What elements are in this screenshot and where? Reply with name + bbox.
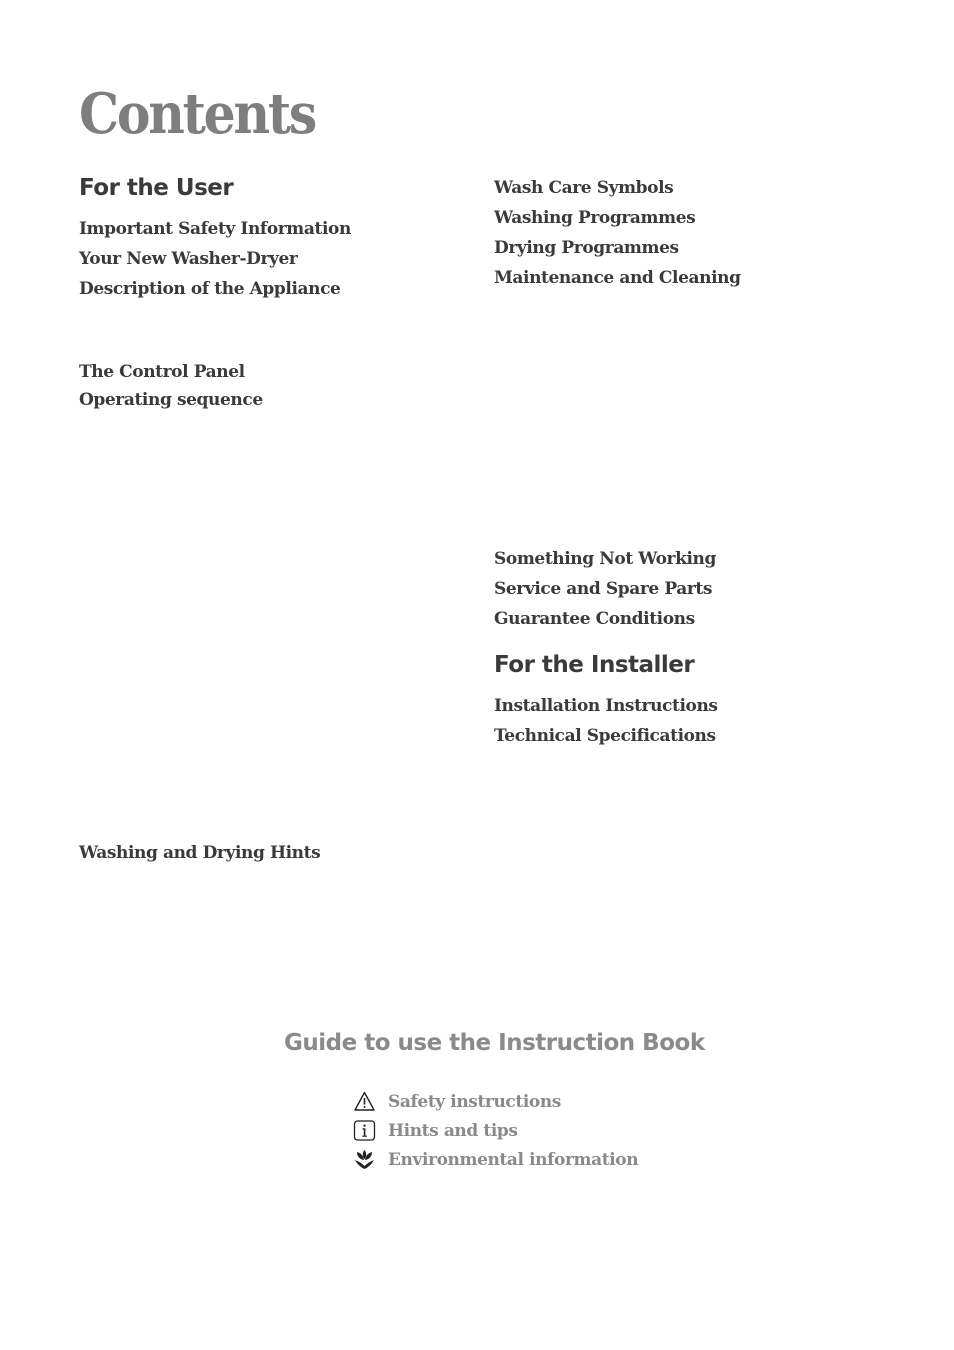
toc-item-installation-instructions: Installation Instructions [494,696,718,716]
legend-item-environment [353,1145,638,1174]
legend-label-environment: Environmental information [388,1149,639,1170]
toc-group-control [79,358,263,414]
toc-item-guarantee-conditions: Guarantee Conditions [494,609,695,629]
info-icon [353,1119,376,1142]
legend-item-safety [353,1087,638,1116]
for-the-user-heading: For the User [79,175,234,201]
toc-item-the-control-panel: The Control Panel [79,362,245,382]
environment-flower-icon [353,1148,376,1171]
toc-group-service [494,544,716,634]
toc-group-installer [494,691,718,751]
toc-item-washing-programmes: Washing Programmes [494,208,696,228]
toc-group-programmes [494,173,741,293]
toc-item-technical-specifications: Technical Specifications [494,726,716,746]
legend-label-safety: Safety instructions [388,1091,561,1112]
toc-item-your-new-washer-dryer: Your New Washer-Dryer [79,249,298,269]
page-title: Contents [79,81,316,147]
for-the-installer-heading: For the Installer [494,652,695,678]
warning-triangle-icon [353,1090,376,1113]
toc-item-washing-and-drying-hints: Washing and Drying Hints [79,843,321,863]
toc-item-maintenance-and-cleaning: Maintenance and Cleaning [494,268,741,288]
toc-item-important-safety-information: Important Safety Information [79,219,351,239]
toc-group-hints [79,838,320,868]
toc-item-service-and-spare-parts: Service and Spare Parts [494,579,713,599]
toc-item-something-not-working: Something Not Working [494,549,716,569]
toc-item-drying-programmes: Drying Programmes [494,238,679,258]
toc-item-wash-care-symbols: Wash Care Symbols [494,178,674,198]
guide-legend [353,1087,638,1174]
legend-label-hints: Hints and tips [388,1120,518,1141]
guide-heading: Guide to use the Instruction Book [284,1030,705,1056]
legend-item-hints [353,1116,638,1145]
toc-group-safety [79,214,351,304]
toc-item-description-of-the-appliance: Description of the Appliance [79,279,341,299]
toc-item-operating-sequence: Operating sequence [79,390,263,410]
